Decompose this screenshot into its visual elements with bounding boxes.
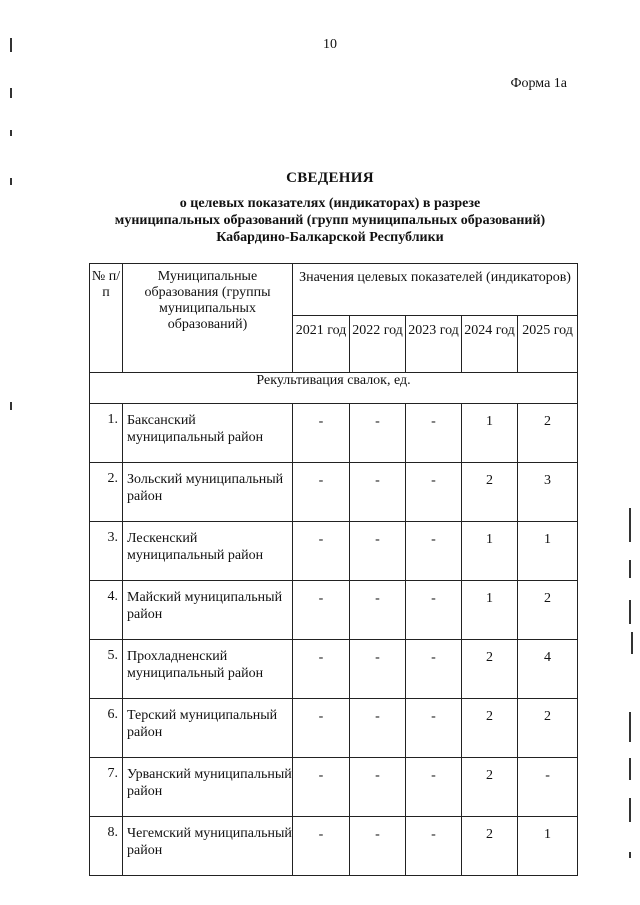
- header-year-2023: 2023 год: [406, 316, 462, 373]
- table-row: [90, 758, 578, 817]
- value-2021: -: [293, 404, 350, 463]
- scan-mark: [629, 600, 631, 624]
- value-2025: 2: [518, 404, 578, 463]
- value-2024: 2: [462, 817, 518, 876]
- value-2025: -: [518, 758, 578, 817]
- header-year-2024: 2024 год: [462, 316, 518, 373]
- row-municipality: Лескенский муниципальный район: [123, 522, 293, 581]
- value-2021: -: [293, 640, 350, 699]
- row-municipality: Зольский муниципальный район: [123, 463, 293, 522]
- row-number: 2.: [90, 463, 123, 522]
- value-2023: -: [406, 522, 462, 581]
- table-row: [90, 404, 578, 463]
- value-2025: 2: [518, 699, 578, 758]
- table-row: [90, 463, 578, 522]
- row-number: 5.: [90, 640, 123, 699]
- scan-mark: [10, 130, 12, 136]
- indicators-table: [89, 263, 578, 876]
- value-2025: 3: [518, 463, 578, 522]
- scan-mark: [629, 560, 631, 578]
- scan-mark: [629, 712, 631, 742]
- scan-mark: [10, 402, 12, 410]
- value-2021: -: [293, 463, 350, 522]
- value-2021: -: [293, 522, 350, 581]
- scan-mark: [10, 178, 12, 185]
- row-number: 3.: [90, 522, 123, 581]
- table-row: [90, 817, 578, 876]
- table-row: [90, 522, 578, 581]
- value-2024: 1: [462, 581, 518, 640]
- value-2023: -: [406, 404, 462, 463]
- row-municipality: Чегемский муниципальный район: [123, 817, 293, 876]
- subtitle-line-3: Кабардино-Балкарской Республики: [216, 230, 444, 245]
- subtitle-line-2: муниципальных образований (групп муниципальных образований): [114, 213, 546, 228]
- row-municipality: Майский муниципальный район: [123, 581, 293, 640]
- value-2022: -: [350, 463, 406, 522]
- value-2024: 1: [462, 404, 518, 463]
- value-2024: 1: [462, 522, 518, 581]
- value-2023: -: [406, 699, 462, 758]
- scan-mark: [629, 758, 631, 780]
- value-2023: -: [406, 463, 462, 522]
- scan-mark: [10, 88, 12, 98]
- table-row: [90, 699, 578, 758]
- scan-mark: [631, 632, 633, 654]
- row-number: 8.: [90, 817, 123, 876]
- section-title: Рекультивация свалок, ед.: [90, 373, 578, 404]
- header-municipality: Муниципальные образования (группы муниципальных образований): [123, 264, 293, 373]
- document-title: СВЕДЕНИЯ: [286, 170, 374, 186]
- row-municipality: Терский муниципальный район: [123, 699, 293, 758]
- table-row: [90, 640, 578, 699]
- value-2021: -: [293, 581, 350, 640]
- row-municipality: Баксанский муниципальный район: [123, 404, 293, 463]
- value-2022: -: [350, 758, 406, 817]
- value-2022: -: [350, 699, 406, 758]
- header-number: № п/п: [90, 264, 123, 373]
- header-values: Значения целевых показателей (индикаторов): [293, 264, 578, 316]
- value-2023: -: [406, 581, 462, 640]
- table-row: [90, 581, 578, 640]
- value-2025: 4: [518, 640, 578, 699]
- row-number: 7.: [90, 758, 123, 817]
- value-2021: -: [293, 817, 350, 876]
- value-2022: -: [350, 522, 406, 581]
- header-year-2022: 2022 год: [350, 316, 406, 373]
- value-2022: -: [350, 581, 406, 640]
- row-number: 4.: [90, 581, 123, 640]
- row-number: 6.: [90, 699, 123, 758]
- header-year-2021: 2021 год: [293, 316, 350, 373]
- row-municipality: Прохладненский муниципальный район: [123, 640, 293, 699]
- scan-mark: [629, 798, 631, 822]
- value-2022: -: [350, 817, 406, 876]
- value-2022: -: [350, 404, 406, 463]
- value-2025: 1: [518, 522, 578, 581]
- row-number: 1.: [90, 404, 123, 463]
- scan-mark: [629, 852, 631, 858]
- value-2023: -: [406, 758, 462, 817]
- value-2024: 2: [462, 640, 518, 699]
- value-2023: -: [406, 817, 462, 876]
- value-2022: -: [350, 640, 406, 699]
- value-2024: 2: [462, 699, 518, 758]
- value-2021: -: [293, 758, 350, 817]
- value-2023: -: [406, 640, 462, 699]
- value-2025: 1: [518, 817, 578, 876]
- form-label: Форма 1а: [510, 76, 567, 91]
- value-2024: 2: [462, 758, 518, 817]
- title-block: [70, 170, 590, 246]
- header-year-2025: 2025 год: [518, 316, 578, 373]
- value-2021: -: [293, 699, 350, 758]
- subtitle-line-1: о целевых показателях (индикаторах) в разрезе: [179, 196, 481, 211]
- value-2025: 2: [518, 581, 578, 640]
- scan-mark: [629, 508, 631, 542]
- row-municipality: Урванский муниципальный район: [123, 758, 293, 817]
- page-number: 10: [323, 37, 337, 52]
- value-2024: 2: [462, 463, 518, 522]
